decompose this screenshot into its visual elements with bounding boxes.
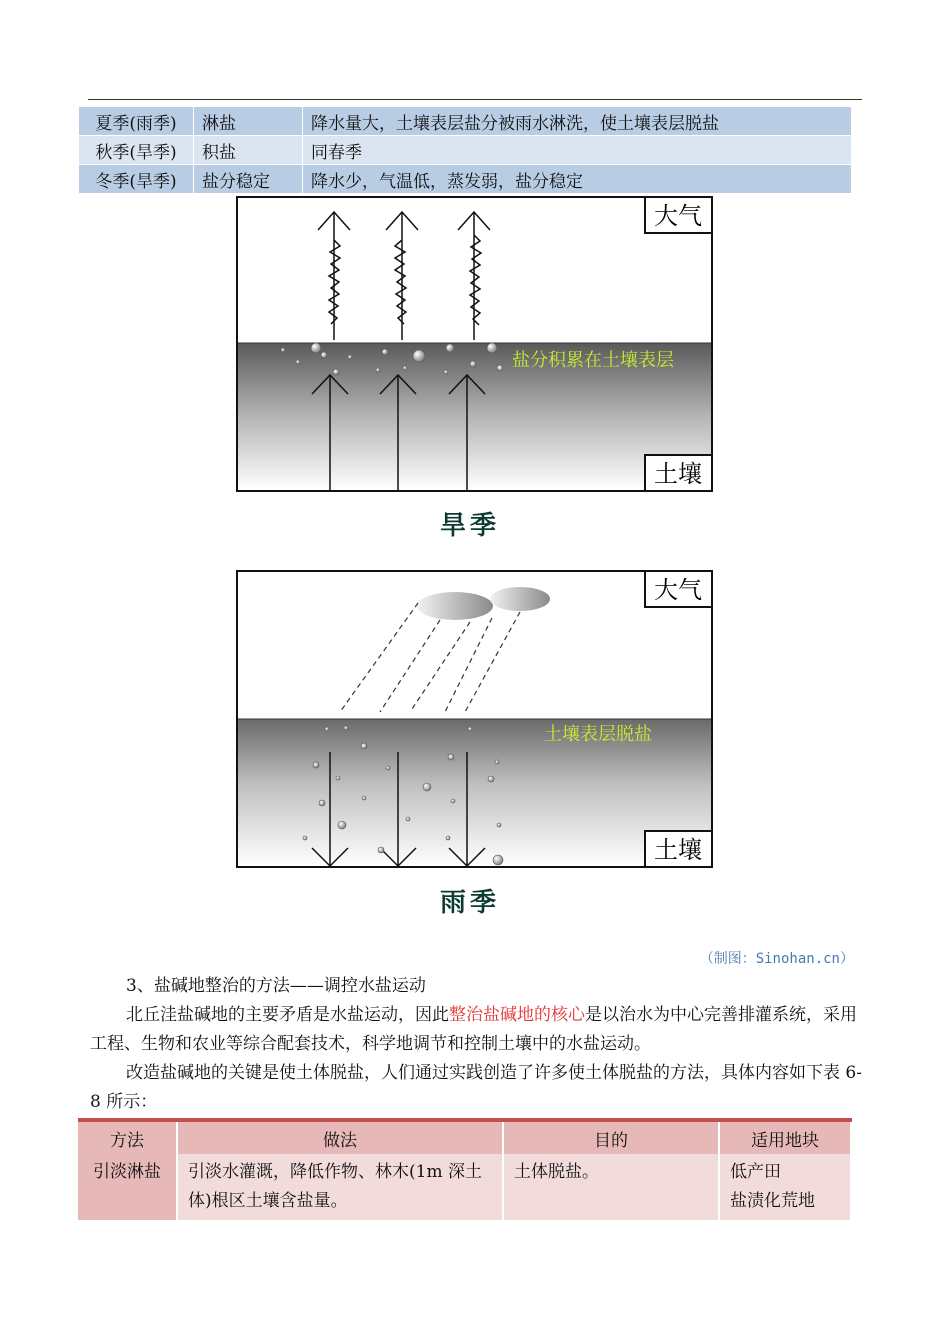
practice-cell: 引淡水灌溉，降低作物、林木(1m 深土体)根区土壤含盐量。 xyxy=(177,1154,503,1220)
table-row xyxy=(78,1154,851,1220)
column-header: 方法 xyxy=(78,1120,177,1154)
column-header: 目的 xyxy=(503,1120,719,1154)
wet-season-caption: 雨季 xyxy=(440,888,501,918)
plots-cell xyxy=(719,1154,851,1220)
figure-credit: （制图：Sinohan.cn） xyxy=(699,951,854,967)
plot-item: 盐渍化荒地 xyxy=(730,1191,815,1211)
soil-label: 土壤 xyxy=(654,460,702,488)
description-cell: 同春季 xyxy=(303,136,852,165)
cloud-icon xyxy=(417,592,493,620)
section-title: 3、盐碱地整治的方法——调控水盐运动 xyxy=(126,976,426,996)
paragraph-text: 北丘洼盐碱地的主要矛盾是水盐运动，因此 xyxy=(126,1005,449,1025)
paragraph-key: 改造盐碱地的关键是使土体脱盐，人们通过实践创造了许多使土体脱盐的方法，具体内容如下表 6-8 所示： xyxy=(90,1063,862,1112)
soil-label: 土壤 xyxy=(654,836,702,864)
description-cell: 降水少，气温低，蒸发弱，盐分稳定 xyxy=(303,165,852,194)
paragraph-text: 是以治水为中心完善排灌系统，采用工程、生物和农业等综合配套技术，科学地调节和控制土壤中的水盐运动。 xyxy=(90,1005,857,1054)
method-table xyxy=(78,1118,852,1220)
salt-state-cell: 积盐 xyxy=(194,136,303,165)
season-cell: 夏季(雨季) xyxy=(79,107,194,136)
column-header: 适用地块 xyxy=(719,1120,851,1154)
table-header-row xyxy=(78,1120,851,1154)
plot-item: 低产田 xyxy=(730,1162,781,1182)
desalination-note: 土壤表层脱盐 xyxy=(544,724,652,745)
highlighted-text: 整治盐碱地的核心 xyxy=(449,1005,585,1025)
salt-accumulation-note: 盐分积累在土壤表层 xyxy=(512,350,674,371)
description-cell: 降水量大，土壤表层盐分被雨水淋洗，使土壤表层脱盐 xyxy=(303,107,852,136)
column-header: 做法 xyxy=(177,1120,503,1154)
atmosphere-label: 大气 xyxy=(654,202,702,230)
paragraph-core xyxy=(90,1001,862,1059)
atmosphere-label: 大气 xyxy=(654,576,702,604)
salt-state-cell: 淋盐 xyxy=(194,107,303,136)
dry-season-caption: 旱季 xyxy=(440,511,501,541)
season-cell: 冬季(旱季) xyxy=(79,165,194,194)
goal-cell: 土体脱盐。 xyxy=(503,1154,719,1220)
method-cell: 引淡淋盐 xyxy=(78,1154,177,1220)
salt-state-cell: 盐分稳定 xyxy=(194,165,303,194)
cloud-icon xyxy=(490,587,550,611)
season-cell: 秋季(旱季) xyxy=(79,136,194,165)
